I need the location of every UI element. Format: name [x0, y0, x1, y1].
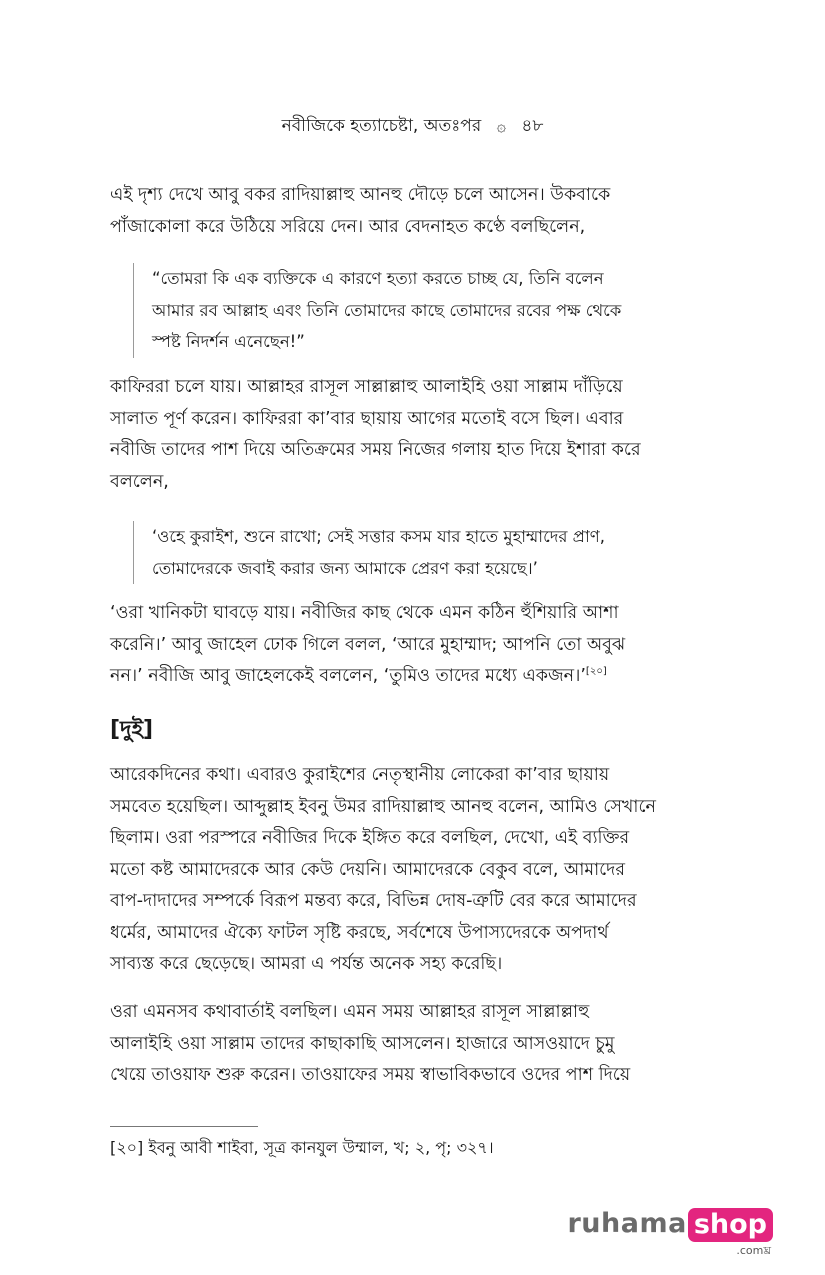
text-line: সালাত পূর্ণ করেন। কাফিররা কা’বার ছায়ায় আগের মতোই বসে ছিল। এবার [110, 408, 624, 429]
text-line: করেনি।’ আবু জাহেল ঢোক গিলে বলল, ‘আরে মুহাম্মাদ; আপনি তো অবুঝ [110, 634, 626, 655]
text-line: খেয়ে তাওয়াফ শুরু করেন। তাওয়াফের সময় স্বাভাবিকভাবে ওদের পাশ দিয়ে [110, 1065, 631, 1085]
text-line: বাপ-দাদাদের সম্পর্কে বিরূপ মন্তব্য করে, বিভিন্ন দোষ-ত্রুটি বের করে আমাদের [110, 891, 637, 911]
footnote-divider [110, 1126, 258, 1127]
text-line: সমবেত হয়েছিল। আব্দুল্লাহ ইবনু উমর রাদিয়াল্লাহু আনহু বলেন, আমিও সেখানে [110, 796, 656, 817]
paragraph-5 [110, 997, 700, 1092]
logo-text: ruhama [567, 1208, 687, 1239]
section-heading: [দুই] [110, 717, 154, 742]
text-line: আমার রব আল্লাহ এবং তিনি তোমাদের কাছে তোমাদের রবের পক্ষ থেকে [152, 300, 622, 320]
text-line: তোমাদেরকে জবাই করার জন্য আমাকে প্রেরণ করা হয়েছে।’ [152, 558, 538, 578]
ruhamashop-logo [567, 1208, 773, 1258]
text-line: মতো কষ্ট আমাদেরকে আর কেউ দেয়নি। আমাদেরকে বেকুব বলে, আমাদের [110, 859, 625, 880]
running-title: নবীজিকে হত্যাচেষ্টা, অতঃপর [281, 116, 482, 136]
text-line: ‘ওরা খানিকটা ঘাবড়ে যায়। নবীজির কাছ থেকে এমন কঠিন হুঁশিয়ারি আশা [110, 603, 619, 623]
text-line [110, 661, 700, 693]
paragraph-3 [110, 598, 700, 693]
text-line-content: নন।’ নবীজি আবু জাহেলকেই বললেন, ‘তুমিও তাদের মধ্যে একজন।’ [110, 666, 586, 686]
text-line: পাঁজাকোলা করে উঠিয়ে সরিয়ে দেন। আর বেদনাহত কণ্ঠে বলছিলেন, [110, 216, 586, 237]
page-number: ৪৮ [521, 116, 544, 136]
logo-domain: .comঘ্র [736, 1244, 771, 1257]
text-line: ‘ওহে কুরাইশ, শুনে রাখো; সেই সত্তার কসম যার হাতে মুহাম্মাদের প্রাণ, [152, 527, 606, 546]
text-line: বললেন, [110, 471, 169, 492]
text-line: নবীজি তাদের পাশ দিয়ে অতিক্রমের সময় নিজের গলায় হাত দিয়ে ইশারা করে [110, 440, 641, 460]
text-line: আরেকদিনের কথা। এবারও কুরাইশের নেতৃস্থানীয় লোকেরা কা’বার ছায়ায় [110, 765, 610, 785]
ornament-icon: ۞ [496, 116, 506, 135]
text-line: ধর্মের, আমাদের ঐক্যে ফাটল সৃষ্টি করছে, সর্বশেষে উপাস্যদেরকে অপদার্থ [110, 922, 609, 943]
blockquote-1 [133, 263, 712, 358]
paragraph-2 [110, 372, 700, 498]
footnote-reference[interactable]: [২০] [585, 666, 607, 678]
text-line: ছিলাম। ওরা পরস্পরে নবীজির দিকে ইঙ্গিত করে বলছিল, দেখো, এই ব্যক্তির [110, 828, 630, 848]
text-line: ওরা এমনসব কথাবার্তাই বলছিল। এমন সময় আল্লাহর রাসূল সাল্লাল্লাহু [110, 1002, 590, 1022]
blockquote-2 [133, 521, 712, 584]
text-line: স্পষ্ট নিদর্শন এনেছেন!” [152, 332, 305, 351]
logo-badge: shop [688, 1208, 773, 1242]
paragraph-1 [110, 180, 700, 243]
running-header [0, 112, 825, 140]
text-line: আলাইহি ওয়া সাল্লাম তাদের কাছাকাছি আসলেন। হাজারে আসওয়াদে চুমু [110, 1033, 615, 1054]
text-line: এই দৃশ্য দেখে আবু বকর রাদিয়াল্লাহু আনহু দৌড়ে চলে আসেন। উকবাকে [110, 185, 611, 205]
text-line: সাব্যস্ত করে ছেড়েছে। আমরা এ পর্যন্ত অনেক সহ্য করেছি। [110, 954, 503, 974]
text-line: “তোমরা কি এক ব্যক্তিকে এ কারণে হত্যা করতে চাচ্ছ যে, তিনি বলেন [152, 269, 604, 288]
text-line: কাফিররা চলে যায়। আল্লাহর রাসূল সাল্লাল্লাহু আলাইহি ওয়া সাল্লাম দাঁড়িয়ে [110, 377, 623, 397]
footnote: [২০] ইবনু আবী শাইবা, সূত্র কানযুল উম্মাল, খ; ২, পৃ; ৩২৭। [110, 1138, 494, 1157]
paragraph-4 [110, 760, 700, 981]
